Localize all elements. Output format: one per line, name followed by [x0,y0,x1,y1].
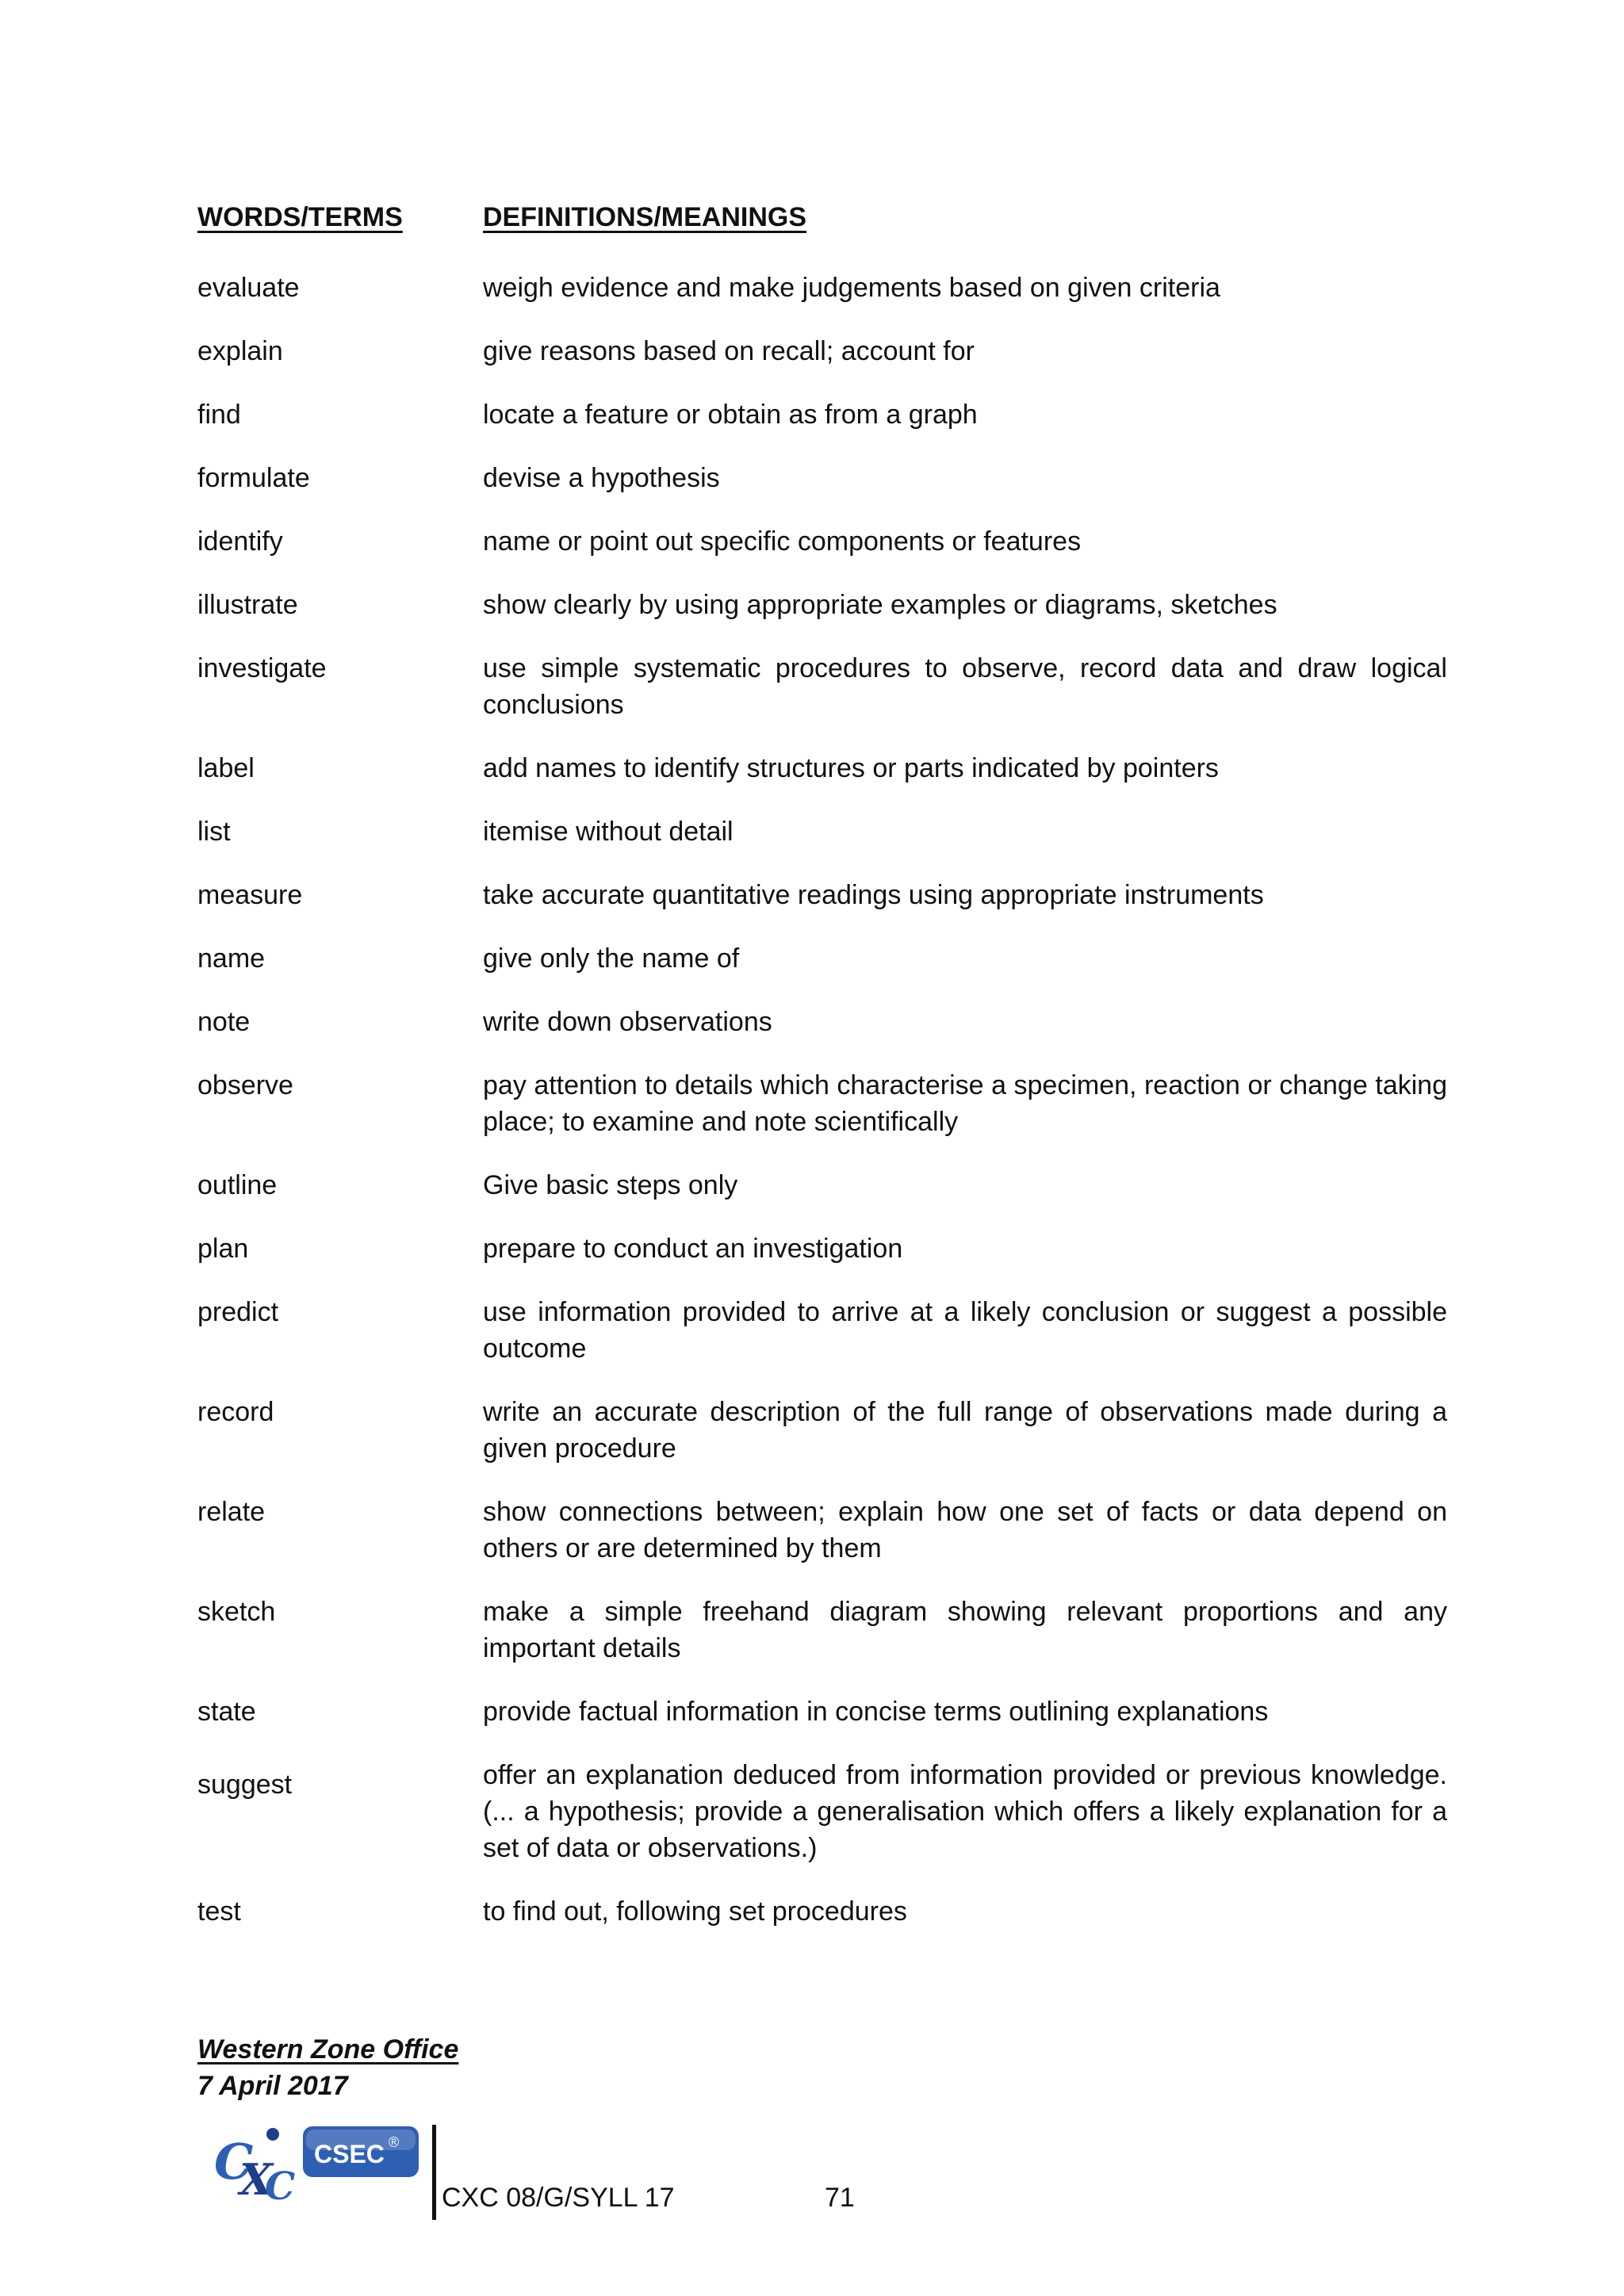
glossary-definition: write an accurate description of the full range of observations made during a given procedure [483,1397,1447,1464]
glossary-definition: Give basic steps only [483,1170,738,1200]
glossary-term: suggest [197,1770,293,1800]
glossary-row [197,1594,1447,1667]
glossary-definition: make a simple freehand diagram showing relevant proportions and any important details [483,1597,1447,1663]
glossary-row [197,750,1447,786]
glossary-definition: devise a hypothesis [483,463,720,493]
glossary-row [197,940,1447,977]
glossary-row [197,460,1447,496]
svg-text:C: C [214,2133,254,2191]
document-code: CXC 08/G/SYLL 17 [442,2183,675,2213]
glossary-definition: show clearly by using appropriate examples or diagrams, sketches [483,590,1277,620]
glossary-definition: prepare to conduct an investigation [483,1234,903,1264]
glossary-row [197,1757,1447,1866]
glossary-term: identify [197,526,283,557]
glossary-definition: to find out, following set procedures [483,1896,907,1927]
glossary-term: predict [197,1297,279,1327]
glossary-definition: add names to identify structures or parts indicated by pointers [483,753,1219,783]
glossary-definition: write down observations [483,1007,772,1037]
glossary-term: note [197,1007,251,1037]
terms-column-heading: WORDS/TERMS [197,202,403,232]
glossary-term: evaluate [197,273,300,303]
glossary-row [197,1067,1447,1140]
registered-mark: ® [389,2134,400,2150]
cxc-csec-logo [208,2122,420,2204]
glossary-row [197,1693,1447,1730]
glossary-term: test [197,1896,241,1927]
glossary-list [197,270,1447,1957]
glossary-term: measure [197,880,303,910]
glossary-row [197,333,1447,369]
glossary-term: label [197,753,255,783]
glossary-row [197,1004,1447,1040]
glossary-header [197,200,1447,235]
glossary-term: list [197,817,231,847]
glossary-term: sketch [197,1597,276,1627]
glossary-term: state [197,1697,256,1727]
glossary-row [197,270,1447,306]
svg-text:X: X [239,2154,273,2204]
glossary-term: relate [197,1497,266,1527]
glossary-row [197,1230,1447,1267]
glossary-term: outline [197,1170,278,1200]
glossary-row [197,587,1447,623]
glossary-definition: give only the name of [483,943,740,974]
glossary-row [197,523,1447,560]
glossary-definition: offer an explanation deduced from information provided or previous knowledge. (... a hypothesis; provide a generalisation which offers a likely explanation for a set of data or observations.) [483,1760,1447,1863]
glossary-definition: take accurate quantitative readings using appropriate instruments [483,880,1264,910]
glossary-definition: pay attention to details which characterise a specimen, reaction or change taking place; to examine and note scientifically [483,1070,1447,1137]
glossary-row [197,1893,1447,1930]
footer-office-block [197,2031,458,2104]
glossary-definition: weigh evidence and make judgements based on given criteria [483,273,1220,303]
glossary-definition: use information provided to arrive at a likely conclusion or suggest a possible outcome [483,1297,1447,1364]
office-name: Western Zone Office [197,2034,459,2064]
glossary-definition: give reasons based on recall; account for [483,336,975,366]
glossary-row [197,813,1447,850]
glossary-term: illustrate [197,590,298,620]
definitions-column-heading: DEFINITIONS/MEANINGS [483,202,807,232]
glossary-term: plan [197,1234,249,1264]
glossary-term: record [197,1397,274,1427]
glossary-row [197,1167,1447,1203]
glossary-term: formulate [197,463,310,493]
glossary-definition: use simple systematic procedures to observe, record data and draw logical conclusions [483,653,1447,720]
csec-badge-text: CSEC [314,2140,385,2168]
glossary-term: find [197,400,241,430]
glossary-definition: provide factual information in concise terms outlining explanations [483,1697,1269,1727]
glossary-term: observe [197,1070,293,1100]
cxc-emblem [214,2128,295,2204]
glossary-definition: itemise without detail [483,817,733,847]
glossary-row [197,877,1447,913]
glossary-definition: show connections between; explain how one set of facts or data depend on others or are determined by them [483,1497,1447,1563]
glossary-definition: name or point out specific components or features [483,526,1082,557]
glossary-row [197,1494,1447,1567]
glossary-definition: locate a feature or obtain as from a graph [483,400,978,430]
footer-divider [432,2125,436,2220]
glossary-row [197,1294,1447,1367]
issue-date: 7 April 2017 [197,2071,348,2101]
glossary-term: name [197,943,266,974]
glossary-row [197,396,1447,433]
glossary-term: investigate [197,653,327,683]
page-number: 71 [825,2183,855,2213]
glossary-row [197,1394,1447,1467]
glossary-term: explain [197,336,283,366]
svg-text:C: C [265,2164,296,2204]
glossary-row [197,650,1447,723]
